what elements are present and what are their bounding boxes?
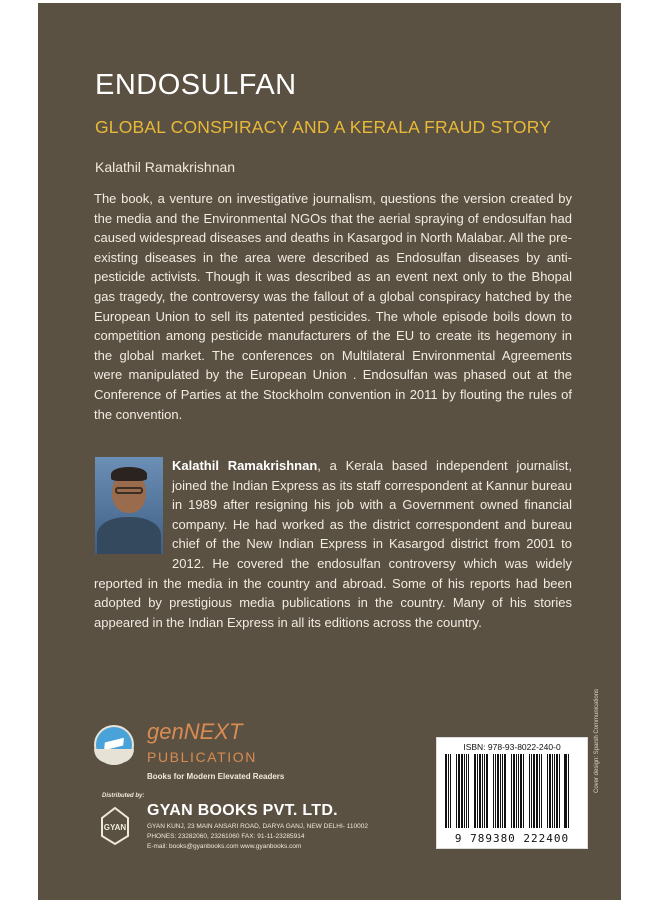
- publisher-sub: PUBLICATION: [147, 749, 257, 765]
- barcode-bars: [445, 754, 579, 828]
- barcode-bar: [520, 754, 522, 828]
- barcode-bar: [458, 754, 460, 828]
- barcode-bar: [539, 754, 540, 828]
- barcode-bar: [468, 754, 469, 828]
- svg-text:GYAN: GYAN: [103, 823, 127, 832]
- barcode: [436, 737, 588, 849]
- gennext-logo-icon: [94, 725, 134, 765]
- barcode-bar: [518, 754, 519, 828]
- publisher-tagline: Books for Modern Elevated Readers: [147, 772, 285, 781]
- distributor-phones: PHONES: 23282060, 23261060 FAX: 91-11-23285914: [147, 833, 305, 840]
- barcode-bar: [536, 754, 538, 828]
- barcode-bar: [477, 754, 478, 828]
- barcode-bar: [450, 754, 451, 828]
- barcode-bar: [466, 754, 467, 828]
- book-subtitle: GLOBAL CONSPIRACY AND A KERALA FRAUD STORY: [95, 117, 552, 137]
- barcode-bar: [461, 754, 463, 828]
- distributor-address: GYAN KUNJ, 23 MAIN ANSARI ROAD, DARYA GANJ, NEW DELHI- 110002: [147, 823, 368, 830]
- author-bio: [94, 456, 572, 632]
- barcode-bar: [554, 754, 555, 828]
- gyan-logo-icon: [98, 806, 132, 846]
- barcode-bar: [533, 754, 535, 828]
- book-author: Kalathil Ramakrishnan: [95, 159, 236, 175]
- barcode-bar: [523, 754, 524, 828]
- barcode-bar: [493, 754, 494, 828]
- barcode-bar: [452, 754, 455, 828]
- barcode-bar: [489, 754, 492, 828]
- barcode-bar: [500, 754, 501, 828]
- barcode-bar: [541, 754, 542, 828]
- barcode-number: 9 789380 222400: [454, 832, 570, 845]
- barcode-bar: [552, 754, 553, 828]
- barcode-bar: [507, 754, 510, 828]
- distributor-contact: E-mail: books@gyanbooks.com www.gyanbooks.com: [147, 843, 302, 850]
- barcode-bar: [448, 754, 449, 828]
- barcode-bar: [513, 754, 515, 828]
- barcode-bar: [486, 754, 488, 828]
- barcode-bar: [556, 754, 558, 828]
- barcode-bar: [495, 754, 496, 828]
- barcode-bar: [479, 754, 481, 828]
- barcode-bar: [464, 754, 465, 828]
- barcode-bar: [504, 754, 506, 828]
- publisher-name: genNEXT: [147, 719, 243, 744]
- barcode-bar: [456, 754, 457, 828]
- barcode-bar: [564, 754, 567, 828]
- distributed-by-label: Distributed by:: [102, 793, 145, 799]
- distributor-name: GYAN BOOKS PVT. LTD.: [147, 802, 338, 819]
- barcode-bar: [529, 754, 530, 828]
- barcode-bar: [470, 754, 473, 828]
- barcode-bar: [568, 754, 569, 828]
- barcode-bar: [511, 754, 512, 828]
- barcode-bar: [525, 754, 528, 828]
- barcode-bar: [531, 754, 532, 828]
- bio-body: , a Kerala based independent journalist, joined the Indian Express as its staff correspondent at Kannur bureau in 1989 after resigning his job with a Government owned financial company. He had worked as the district correspondent and bureau chief of the New Indian Express in Kasargod district from 2001 to 2012. He covered the endosulfan controversy which was widely reported in the media in the country and abroad. Some of his reports had been adopted by prestigious media publications in the country. Many of his stories appeared in the Indian Express in all its editions across the country.: [94, 458, 572, 630]
- barcode-bar: [547, 754, 548, 828]
- bio-author-name: Kalathil Ramakrishnan: [172, 458, 318, 473]
- barcode-bar: [445, 754, 447, 828]
- barcode-bar: [482, 754, 483, 828]
- isbn-text: ISBN: 978-93-8022-240-0: [463, 742, 561, 752]
- book-back-cover: [38, 3, 621, 900]
- barcode-bar: [484, 754, 485, 828]
- barcode-bar: [502, 754, 503, 828]
- barcode-bar: [561, 754, 563, 828]
- barcode-bar: [549, 754, 551, 828]
- barcode-bar: [474, 754, 476, 828]
- barcode-bar: [497, 754, 499, 828]
- book-blurb: The book, a venture on investigative journalism, questions the version created by the media and the Environmental NGOs that the aerial spraying of endosulfan had caused widespread diseases and deaths in Kasargod in North Malabar. All the pre- existing diseases in the area were described as Endosulfan diseases by anti-pesticide activists. Though it was described as an event next only to the Bhopal gas tragedy, the controversy was the fallout of a global conspiracy hatched by the European Union to sell its patented pesticides. The whole episode boils down to competition among pesticide manufacturers of the EU to create its hegemony in the global market. The conferences on Multilateral Environmental Agreements were manipulated by the European Union . Endosulfan was phased out at the Conference of Parties at the Stockholm convention in 2011 by flouting the rules of the convention.: [94, 191, 572, 422]
- barcode-bar: [559, 754, 560, 828]
- cover-design-credit: Cover design: Sparsh Communications: [594, 688, 600, 793]
- barcode-bar: [516, 754, 517, 828]
- book-title: ENDOSULFAN: [95, 69, 297, 101]
- barcode-bar: [543, 754, 546, 828]
